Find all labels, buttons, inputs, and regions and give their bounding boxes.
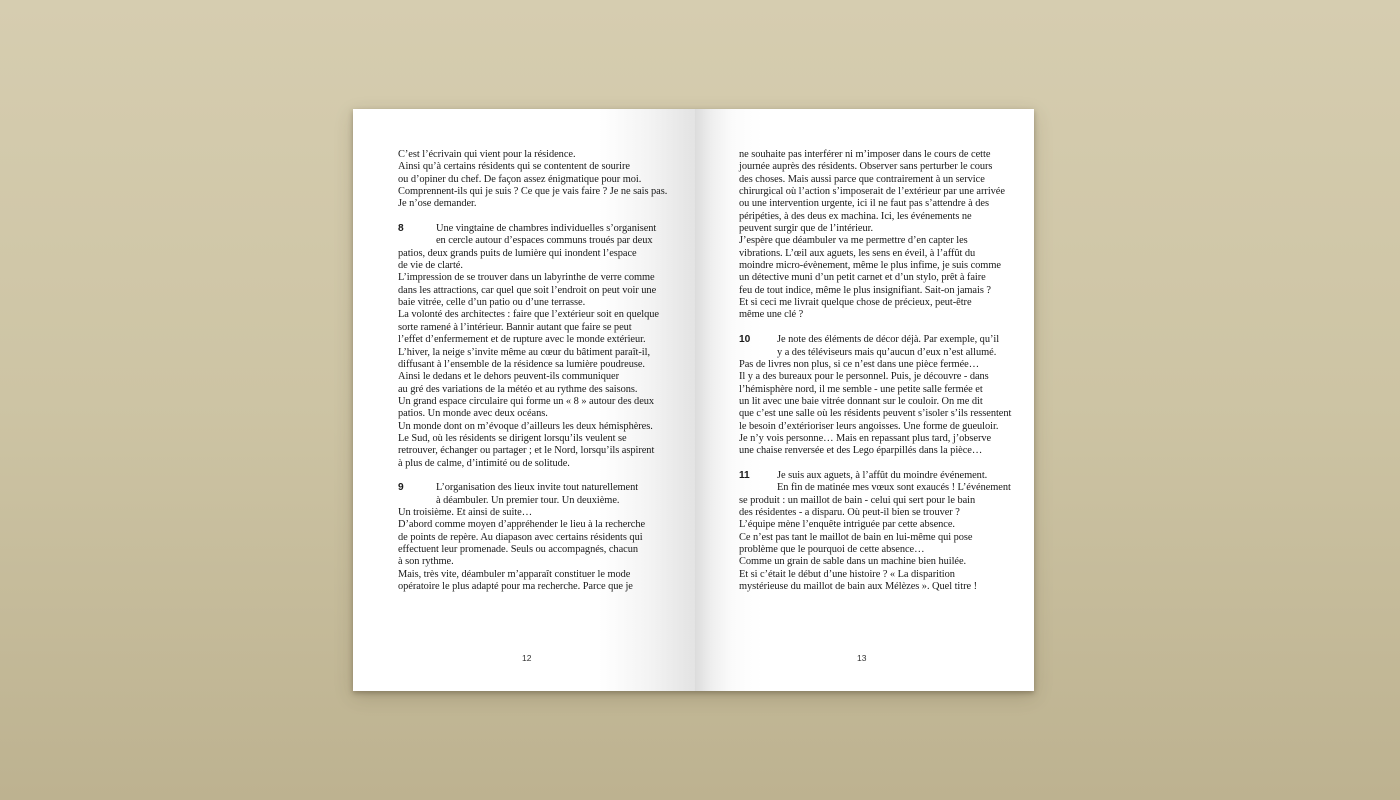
text-line: de points de repère. Au diapason avec certains résidents qui: [398, 531, 643, 543]
page-number: 13: [857, 653, 867, 663]
text-line: J’espère que déambuler va me permettre d’en capter les: [739, 235, 968, 247]
text-line: L’hiver, la neige s’invite même au cœur du bâtiment paraît-il,: [398, 346, 651, 358]
page-number: 12: [522, 653, 532, 663]
text-line: opératoire le plus adapté pour ma recherche. Parce que je: [398, 581, 633, 593]
continued-paragraph: [739, 149, 1021, 322]
open-booklet: [353, 109, 1034, 691]
text-line: une chaise renversée et des Lego éparpillés dans la pièce…: [739, 445, 983, 457]
text-line: l’hémisphère nord, il me semble - une petite salle fermée et: [739, 383, 983, 395]
text-line: un détective muni d’un petit carnet et d’un stylo, prêt à faire: [739, 272, 986, 284]
text-line: Une vingtaine de chambres individuelles s’organisent: [436, 223, 657, 235]
text-line: de vie de clarté.: [398, 260, 463, 272]
text-line: mystérieuse du maillot de bain aux Mélèzes ». Quel titre !: [739, 581, 978, 593]
paragraph-gap: [739, 322, 1021, 334]
paragraph-gap: [398, 470, 678, 482]
text-line: moindre micro-évènement, même le plus infime, je suis comme: [739, 260, 1001, 272]
text-line: retrouver, échanger ou partager ; et le Nord, lorsqu’ils aspirent: [398, 445, 655, 457]
text-line: patios, deux grands puits de lumière qui inondent l’espace: [398, 247, 637, 259]
text-line: Ainsi qu’à certains résidents qui se contentent de sourire: [398, 161, 630, 173]
text-line: Ainsi le dedans et le dehors peuvent-ils communiquer: [398, 371, 620, 383]
text-line: Et si ceci me livrait quelque chose de précieux, peut-être: [739, 297, 972, 309]
text-line: diffusant à l’ensemble de la résidence sa lumière poudreuse.: [398, 358, 645, 370]
text-line: Je note des éléments de décor déjà. Par exemple, qu’il: [777, 334, 1000, 346]
text-line: Je suis aux aguets, à l’affût du moindre événement.: [777, 469, 988, 481]
text-line: C’est l’écrivain qui vient pour la résidence.: [398, 149, 576, 160]
text-line: des choses. Mais aussi parce que contrairement à un service: [739, 173, 985, 185]
text-line: Mais, très vite, déambuler m’apparaît constituer le mode: [398, 568, 631, 580]
text-line: Un monde dont on m’évoque d’ailleurs les deux hémisphères.: [398, 420, 653, 432]
text-line: Et si c’était le début d’une histoire ? « La disparition: [739, 568, 955, 580]
text-line: L’impression de se trouver dans un labyrinthe de verre comme: [398, 272, 655, 284]
text-line: le besoin d’extérioriser leurs angoisses. Une forme de gueuloir.: [739, 420, 999, 432]
text-line: sorte ramené à l’intérieur. Bannir autant que faire se peut: [398, 321, 632, 333]
text-line: L’équipe mène l’enquête intriguée par cette absence.: [739, 519, 955, 531]
text-line: ne souhaite pas interférer ni m’imposer dans le cours de cette: [739, 149, 991, 160]
text-line: patios. Un monde avec deux océans.: [398, 408, 548, 420]
text-line: Un troisième. Et ainsi de suite…: [398, 506, 533, 518]
left-page: [353, 109, 695, 691]
text-line: effectuent leur promenade. Seuls ou accompagnés, chacun: [398, 544, 638, 555]
text-line: péripéties, à des deus ex machina. Ici, les événements ne: [739, 210, 972, 222]
section-first-line: [739, 470, 1021, 482]
section-8: [398, 223, 678, 470]
text-line: Je n’y vois personne… Mais en repassant plus tard, j’observe: [739, 432, 992, 444]
text-line: ou d’opiner du chef. De façon assez énigmatique pour moi.: [398, 173, 642, 185]
text-line: à son rythme.: [398, 556, 454, 568]
section-number: 10: [739, 334, 751, 346]
text-line: dans les attractions, car quel que soit l’endroit on peut voir une: [398, 284, 657, 296]
left-page-text: [398, 149, 678, 593]
text-line: Ce n’est pas tant le maillot de bain en lui-même qui pose: [739, 531, 973, 543]
section-first-line: [739, 334, 1021, 346]
text-line: même une clé ?: [739, 309, 804, 321]
text-line: La volonté des architectes : faire que l’extérieur soit en quelque: [398, 309, 659, 321]
text-line: des résidentes - a disparu. Où peut-il bien se trouver ?: [739, 506, 960, 518]
paragraph-gap: [398, 211, 678, 223]
text-line: D’abord comme moyen d’appréhender le lieu à la recherche: [398, 519, 646, 531]
text-line: journée auprès des résidents. Observer sans perturber le cours: [739, 161, 993, 173]
text-line: un lit avec une baie vitrée donnant sur le couloir. On me dit: [739, 395, 983, 407]
text-line: Pas de livres non plus, si ce n’est dans une pièce fermée…: [739, 358, 980, 370]
text-line: à plus de calme, d’intimité ou de solitude.: [398, 457, 570, 469]
text-line: se produit : un maillot de bain - celui qui sert pour le bain: [739, 494, 976, 506]
right-page-text: [739, 149, 1021, 593]
text-line: peuvent surgir que de l’intérieur.: [739, 223, 874, 235]
text-line: en cercle autour d’espaces communs troués par deux: [436, 235, 653, 247]
text-line: au gré des variations de la météo et au rythme des saisons.: [398, 383, 638, 395]
intro-paragraph: [398, 149, 678, 211]
section-first-line: [398, 482, 678, 494]
section-first-line: [398, 223, 678, 235]
text-line: y a des téléviseurs mais qu’aucun d’eux n’est allumé.: [777, 346, 997, 358]
text-line: En fin de matinée mes vœux sont exaucés ! L’événement: [777, 482, 1011, 494]
text-line: problème que le pourquoi de cette absence…: [739, 544, 925, 555]
text-line: vibrations. L’œil aux aguets, les sens en éveil, à l’affût du: [739, 247, 976, 259]
text-line: Il y a des bureaux pour le personnel. Puis, je découvre - dans: [739, 371, 989, 383]
text-line: Je n’ose demander.: [398, 198, 477, 210]
section-9: [398, 482, 678, 593]
text-line: chirurgical où l’action s’imposerait de l’extérieur par une arrivée: [739, 186, 1005, 198]
text-line: ou une intervention urgente, ici il ne faut pas s’attendre à des: [739, 198, 989, 210]
text-line: que c’est une salle où les résidents peuvent s’isoler s’ils ressentent: [739, 408, 1012, 420]
section-10: [739, 334, 1021, 457]
text-line: L’organisation des lieux invite tout naturellement: [436, 482, 639, 494]
text-line: feu de tout indice, même le plus insignifiant. Sait-on jamais ?: [739, 284, 991, 296]
text-line: Un grand espace circulaire qui forme un « 8 » autour des deux: [398, 395, 655, 407]
text-line: Le Sud, où les résidents se dirigent lorsqu’ils veulent se: [398, 432, 627, 444]
section-number: 11: [739, 469, 750, 481]
section-number: 9: [398, 482, 404, 494]
text-line: baie vitrée, celle d’un patio ou d’une terrasse.: [398, 297, 586, 309]
paragraph-gap: [739, 458, 1021, 470]
section-number: 8: [398, 223, 404, 235]
text-line: Comme un grain de sable dans un machine bien huilée.: [739, 556, 967, 568]
text-line: à déambuler. Un premier tour. Un deuxième.: [436, 494, 620, 506]
section-11: [739, 470, 1021, 593]
text-line: Comprennent-ils qui je suis ? Ce que je vais faire ? Je ne sais pas.: [398, 186, 668, 198]
text-line: l’effet d’enfermement et de rupture avec le monde extérieur.: [398, 334, 646, 346]
right-page: [695, 109, 1034, 691]
